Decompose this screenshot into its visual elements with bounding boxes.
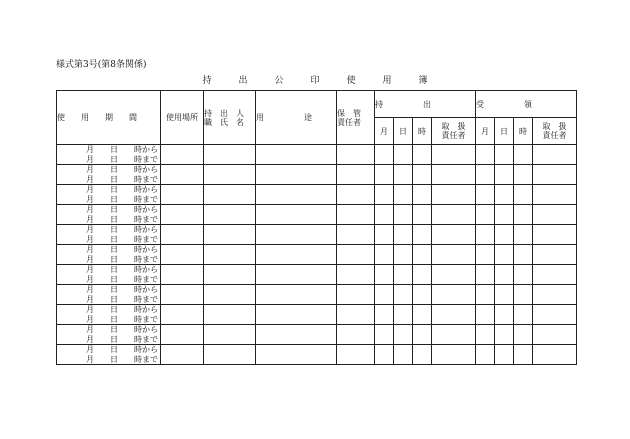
header-checkout-hour: 時: [413, 118, 432, 145]
blank-entry-cell[interactable]: [476, 245, 495, 265]
period-until-text: 月 日 時まで: [86, 274, 158, 284]
period-until-text: 月 日 時まで: [86, 234, 158, 244]
blank-entry-cell[interactable]: [337, 205, 375, 225]
blank-entry-cell[interactable]: [394, 245, 413, 265]
table-row: [57, 305, 577, 325]
blank-entry-cell[interactable]: [204, 245, 256, 265]
period-from-text: 月 日 時から: [86, 205, 158, 214]
blank-entry-cell[interactable]: [533, 225, 577, 245]
blank-entry-cell[interactable]: [476, 145, 495, 165]
form-number: 様式第3号(第8条関係): [56, 60, 147, 70]
blank-entry-cell[interactable]: [375, 345, 394, 365]
table-row: [57, 185, 577, 205]
blank-entry-cell[interactable]: [256, 145, 337, 165]
period-from-text: 月 日 時から: [86, 145, 158, 154]
table-row: [57, 245, 577, 265]
blank-entry-cell[interactable]: [161, 285, 204, 305]
blank-entry-cell[interactable]: [533, 265, 577, 285]
blank-entry-cell[interactable]: [476, 285, 495, 305]
blank-entry-cell[interactable]: [256, 165, 337, 185]
period-cell: [57, 345, 161, 365]
blank-entry-cell[interactable]: [476, 305, 495, 325]
period-from-text: 月 日 時から: [86, 185, 158, 194]
blank-entry-cell[interactable]: [432, 165, 476, 185]
period-from-text: 月 日 時から: [86, 245, 158, 254]
blank-entry-cell[interactable]: [256, 265, 337, 285]
blank-entry-cell[interactable]: [432, 265, 476, 285]
blank-entry-cell[interactable]: [375, 205, 394, 225]
period-cell: [57, 205, 161, 225]
blank-entry-cell[interactable]: [161, 185, 204, 205]
blank-entry-cell[interactable]: [514, 305, 533, 325]
period-until-text: 月 日 時まで: [86, 294, 158, 304]
blank-entry-cell[interactable]: [413, 345, 432, 365]
blank-entry-cell[interactable]: [495, 305, 514, 325]
period-until-text: 月 日 時まで: [86, 174, 158, 184]
blank-entry-cell[interactable]: [204, 185, 256, 205]
blank-entry-cell[interactable]: [394, 305, 413, 325]
blank-entry-cell[interactable]: [161, 265, 204, 285]
period-until-text: 月 日 時まで: [86, 314, 158, 324]
period-cell: [57, 285, 161, 305]
period-until-text: 月 日 時まで: [86, 154, 158, 164]
blank-entry-cell[interactable]: [495, 205, 514, 225]
blank-entry-cell[interactable]: [394, 185, 413, 205]
blank-entry-cell[interactable]: [514, 245, 533, 265]
blank-entry-cell[interactable]: [161, 205, 204, 225]
table-row: [57, 345, 577, 365]
blank-entry-cell[interactable]: [204, 145, 256, 165]
blank-entry-cell[interactable]: [533, 185, 577, 205]
header-return-month: 月: [476, 118, 495, 145]
period-cell: [57, 145, 161, 165]
period-from-text: 月 日 時から: [86, 265, 158, 274]
blank-entry-cell[interactable]: [161, 305, 204, 325]
period-cell: [57, 225, 161, 245]
blank-entry-cell[interactable]: [394, 165, 413, 185]
period-cell: [57, 305, 161, 325]
period-cell: [57, 325, 161, 345]
header-custody: 保 管 責任者: [337, 91, 375, 145]
period-from-text: 月 日 時から: [86, 345, 158, 354]
header-purpose: 用 途: [256, 91, 337, 145]
blank-entry-cell[interactable]: [161, 145, 204, 165]
period-until-text: 月 日 時まで: [86, 254, 158, 264]
blank-entry-cell[interactable]: [533, 345, 577, 365]
period-until-text: 月 日 時まで: [86, 214, 158, 224]
blank-entry-cell[interactable]: [413, 245, 432, 265]
blank-entry-cell[interactable]: [204, 285, 256, 305]
blank-entry-cell[interactable]: [432, 225, 476, 245]
period-until-text: 月 日 時まで: [86, 354, 158, 364]
blank-entry-cell[interactable]: [533, 245, 577, 265]
blank-entry-cell[interactable]: [161, 345, 204, 365]
header-place: 使用場所: [161, 91, 204, 145]
blank-entry-cell[interactable]: [256, 285, 337, 305]
blank-entry-cell[interactable]: [337, 285, 375, 305]
blank-entry-cell[interactable]: [432, 185, 476, 205]
header-return: 受 領: [476, 91, 577, 118]
period-until-text: 月 日 時まで: [86, 334, 158, 344]
blank-entry-cell[interactable]: [161, 325, 204, 345]
blank-entry-cell[interactable]: [413, 285, 432, 305]
blank-entry-cell[interactable]: [413, 145, 432, 165]
blank-entry-cell[interactable]: [394, 265, 413, 285]
form-title: 持 出 公 印 使 用 簿: [202, 76, 428, 86]
blank-entry-cell[interactable]: [337, 265, 375, 285]
table-row: [57, 325, 577, 345]
blank-entry-cell[interactable]: [256, 325, 337, 345]
blank-entry-cell[interactable]: [256, 225, 337, 245]
blank-entry-cell[interactable]: [375, 325, 394, 345]
blank-entry-cell[interactable]: [495, 345, 514, 365]
blank-entry-cell[interactable]: [514, 285, 533, 305]
header-checkout-month: 月: [375, 118, 394, 145]
header-return-hour: 時: [514, 118, 533, 145]
blank-entry-cell[interactable]: [337, 185, 375, 205]
blank-entry-cell[interactable]: [204, 345, 256, 365]
blank-entry-cell[interactable]: [514, 185, 533, 205]
blank-entry-cell[interactable]: [432, 205, 476, 225]
blank-entry-cell[interactable]: [432, 285, 476, 305]
period-from-text: 月 日 時から: [86, 305, 158, 314]
period-cell: [57, 185, 161, 205]
period-cell: [57, 265, 161, 285]
blank-entry-cell[interactable]: [495, 245, 514, 265]
blank-entry-cell[interactable]: [495, 325, 514, 345]
blank-entry-cell[interactable]: [204, 165, 256, 185]
blank-entry-cell[interactable]: [432, 345, 476, 365]
blank-entry-cell[interactable]: [413, 265, 432, 285]
table-row: [57, 165, 577, 185]
blank-entry-cell[interactable]: [337, 325, 375, 345]
period-from-text: 月 日 時から: [86, 225, 158, 234]
blank-entry-cell[interactable]: [204, 265, 256, 285]
blank-entry-cell[interactable]: [337, 245, 375, 265]
blank-entry-cell[interactable]: [256, 345, 337, 365]
table-row: [57, 225, 577, 245]
blank-entry-cell[interactable]: [476, 185, 495, 205]
header-period: 使 用 期 間: [57, 91, 161, 145]
blank-entry-cell[interactable]: [337, 145, 375, 165]
blank-entry-cell[interactable]: [375, 225, 394, 245]
table-row: [57, 285, 577, 305]
blank-entry-cell[interactable]: [394, 345, 413, 365]
header-return-day: 日: [495, 118, 514, 145]
blank-entry-cell[interactable]: [256, 305, 337, 325]
blank-entry-cell[interactable]: [375, 265, 394, 285]
blank-entry-cell[interactable]: [495, 265, 514, 285]
period-until-text: 月 日 時まで: [86, 194, 158, 204]
blank-entry-cell[interactable]: [514, 205, 533, 225]
blank-entry-cell[interactable]: [256, 185, 337, 205]
header-checkout-handler: 取 扱 責任者: [432, 118, 476, 145]
table-row: [57, 265, 577, 285]
blank-entry-cell[interactable]: [394, 205, 413, 225]
blank-entry-cell[interactable]: [432, 145, 476, 165]
blank-entry-cell[interactable]: [476, 165, 495, 185]
blank-entry-cell[interactable]: [514, 345, 533, 365]
blank-entry-cell[interactable]: [413, 225, 432, 245]
blank-entry-cell[interactable]: [337, 225, 375, 245]
blank-entry-cell[interactable]: [394, 225, 413, 245]
blank-entry-cell[interactable]: [432, 245, 476, 265]
blank-entry-cell[interactable]: [204, 205, 256, 225]
blank-entry-cell[interactable]: [514, 225, 533, 245]
blank-entry-cell[interactable]: [533, 305, 577, 325]
blank-entry-cell[interactable]: [394, 285, 413, 305]
blank-entry-cell[interactable]: [375, 165, 394, 185]
period-from-text: 月 日 時から: [86, 285, 158, 294]
blank-entry-cell[interactable]: [413, 165, 432, 185]
blank-entry-cell[interactable]: [161, 165, 204, 185]
blank-entry-cell[interactable]: [432, 305, 476, 325]
blank-entry-cell[interactable]: [476, 325, 495, 345]
blank-entry-cell[interactable]: [256, 205, 337, 225]
blank-entry-cell[interactable]: [476, 225, 495, 245]
blank-entry-cell[interactable]: [337, 305, 375, 325]
blank-entry-cell[interactable]: [495, 145, 514, 165]
header-return-handler: 取 扱 責任者: [533, 118, 577, 145]
blank-entry-cell[interactable]: [337, 345, 375, 365]
period-from-text: 月 日 時から: [86, 325, 158, 334]
blank-entry-cell[interactable]: [161, 245, 204, 265]
blank-entry-cell[interactable]: [204, 305, 256, 325]
blank-entry-cell[interactable]: [514, 325, 533, 345]
blank-entry-cell[interactable]: [495, 285, 514, 305]
blank-entry-cell[interactable]: [337, 165, 375, 185]
blank-entry-cell[interactable]: [533, 165, 577, 185]
ledger-body: [57, 145, 577, 365]
period-cell: [57, 245, 161, 265]
blank-entry-cell[interactable]: [375, 285, 394, 305]
seal-usage-ledger-table: [56, 90, 577, 365]
blank-entry-cell[interactable]: [514, 145, 533, 165]
blank-entry-cell[interactable]: [495, 225, 514, 245]
header-borrower: 持 出 人 職 氏 名: [204, 91, 256, 145]
blank-entry-cell[interactable]: [533, 325, 577, 345]
blank-entry-cell[interactable]: [514, 265, 533, 285]
blank-entry-cell[interactable]: [394, 145, 413, 165]
blank-entry-cell[interactable]: [514, 165, 533, 185]
blank-entry-cell[interactable]: [476, 205, 495, 225]
blank-entry-cell[interactable]: [476, 345, 495, 365]
table-row: [57, 205, 577, 225]
blank-entry-cell[interactable]: [161, 225, 204, 245]
blank-entry-cell[interactable]: [495, 165, 514, 185]
blank-entry-cell[interactable]: [375, 145, 394, 165]
blank-entry-cell[interactable]: [495, 185, 514, 205]
blank-entry-cell[interactable]: [533, 145, 577, 165]
blank-entry-cell[interactable]: [375, 245, 394, 265]
blank-entry-cell[interactable]: [413, 325, 432, 345]
header-checkout-day: 日: [394, 118, 413, 145]
period-from-text: 月 日 時から: [86, 165, 158, 174]
blank-entry-cell[interactable]: [413, 305, 432, 325]
blank-entry-cell[interactable]: [375, 185, 394, 205]
blank-entry-cell[interactable]: [394, 325, 413, 345]
blank-entry-cell[interactable]: [413, 185, 432, 205]
header-checkout: 持 出: [375, 91, 476, 118]
blank-entry-cell[interactable]: [204, 325, 256, 345]
blank-entry-cell[interactable]: [204, 225, 256, 245]
blank-entry-cell[interactable]: [533, 285, 577, 305]
blank-entry-cell[interactable]: [432, 325, 476, 345]
blank-entry-cell[interactable]: [413, 205, 432, 225]
table-row: [57, 145, 577, 165]
blank-entry-cell[interactable]: [256, 245, 337, 265]
blank-entry-cell[interactable]: [476, 265, 495, 285]
blank-entry-cell[interactable]: [533, 205, 577, 225]
period-cell: [57, 165, 161, 185]
blank-entry-cell[interactable]: [375, 305, 394, 325]
